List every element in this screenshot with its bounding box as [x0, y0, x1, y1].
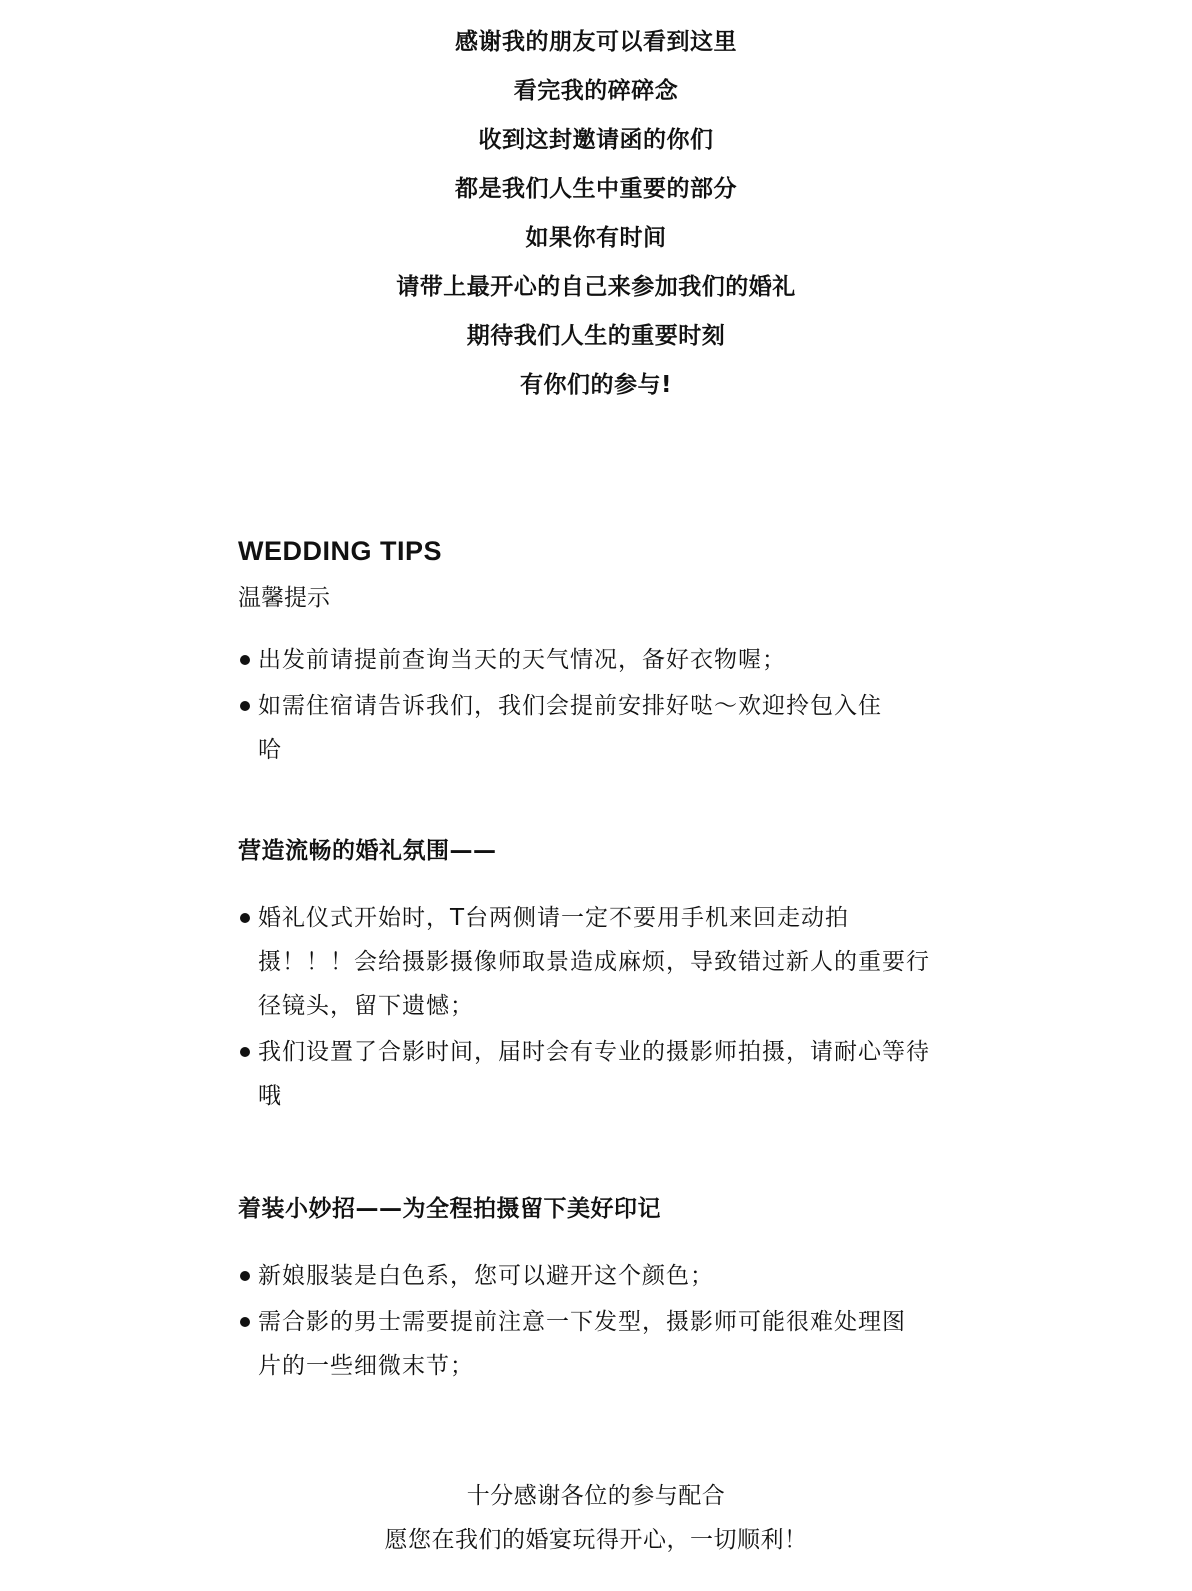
list-item-text: 出发前请提前查询当天的天气情况，备好衣物喔；	[258, 647, 786, 673]
intro-line: 请带上最开心的自己来参加我们的婚礼	[396, 274, 796, 300]
bullet-icon	[240, 1271, 250, 1281]
bullet-icon	[240, 701, 250, 711]
tips-subtitle: 温馨提示	[238, 585, 330, 611]
list-item	[238, 896, 938, 1028]
closing-message	[0, 1476, 1192, 1564]
dress-heading: 着装小妙招——为全程拍摄留下美好印记	[238, 1196, 661, 1222]
tips-title: WEDDING TIPS	[238, 536, 443, 566]
intro-line: 收到这封邀请函的你们	[478, 127, 714, 153]
list-item-text: 我们设置了合影时间，届时会有专业的摄影师拍摄，请耐心等待哦	[258, 1039, 930, 1109]
intro-line: 如果你有时间	[525, 225, 667, 251]
list-item	[238, 1030, 938, 1118]
closing-line: 十分感谢各位的参与配合	[466, 1483, 726, 1509]
intro-line: 有你们的参与!	[520, 372, 672, 398]
general-tips-list	[238, 638, 898, 772]
intro-line: 都是我们人生中重要的部分	[455, 176, 737, 202]
list-item	[238, 1300, 918, 1388]
bullet-icon	[240, 1317, 250, 1327]
list-item-text: 需合影的男士需要提前注意一下发型，摄影师可能很难处理图片的一些细微末节；	[258, 1309, 906, 1379]
bullet-icon	[240, 913, 250, 923]
list-item	[238, 638, 898, 682]
list-item	[238, 1254, 918, 1298]
intro-message	[0, 22, 1192, 414]
closing-line: 愿您在我们的婚宴玩得开心，一切顺利！	[384, 1527, 808, 1553]
wedding-tips-section	[238, 532, 958, 1390]
atmosphere-tips-list	[238, 896, 938, 1118]
list-item-text: 如需住宿请告诉我们，我们会提前安排好哒～欢迎拎包入住哈	[258, 693, 882, 763]
intro-line: 期待我们人生的重要时刻	[466, 323, 726, 349]
bullet-icon	[240, 655, 250, 665]
list-item-text: 新娘服装是白色系，您可以避开这个颜色；	[258, 1263, 714, 1289]
dress-tips-list	[238, 1254, 918, 1388]
list-item	[238, 684, 898, 772]
bullet-icon	[240, 1047, 250, 1057]
intro-line: 感谢我的朋友可以看到这里	[455, 29, 737, 55]
atmosphere-heading: 营造流畅的婚礼氛围——	[238, 838, 497, 864]
intro-line: 看完我的碎碎念	[513, 78, 679, 104]
list-item-text: 婚礼仪式开始时，T台两侧请一定不要用手机来回走动拍摄！！！会给摄影摄像师取景造成麻烦，导致错过新人的重要行径镜头，留下遗憾；	[258, 905, 930, 1019]
